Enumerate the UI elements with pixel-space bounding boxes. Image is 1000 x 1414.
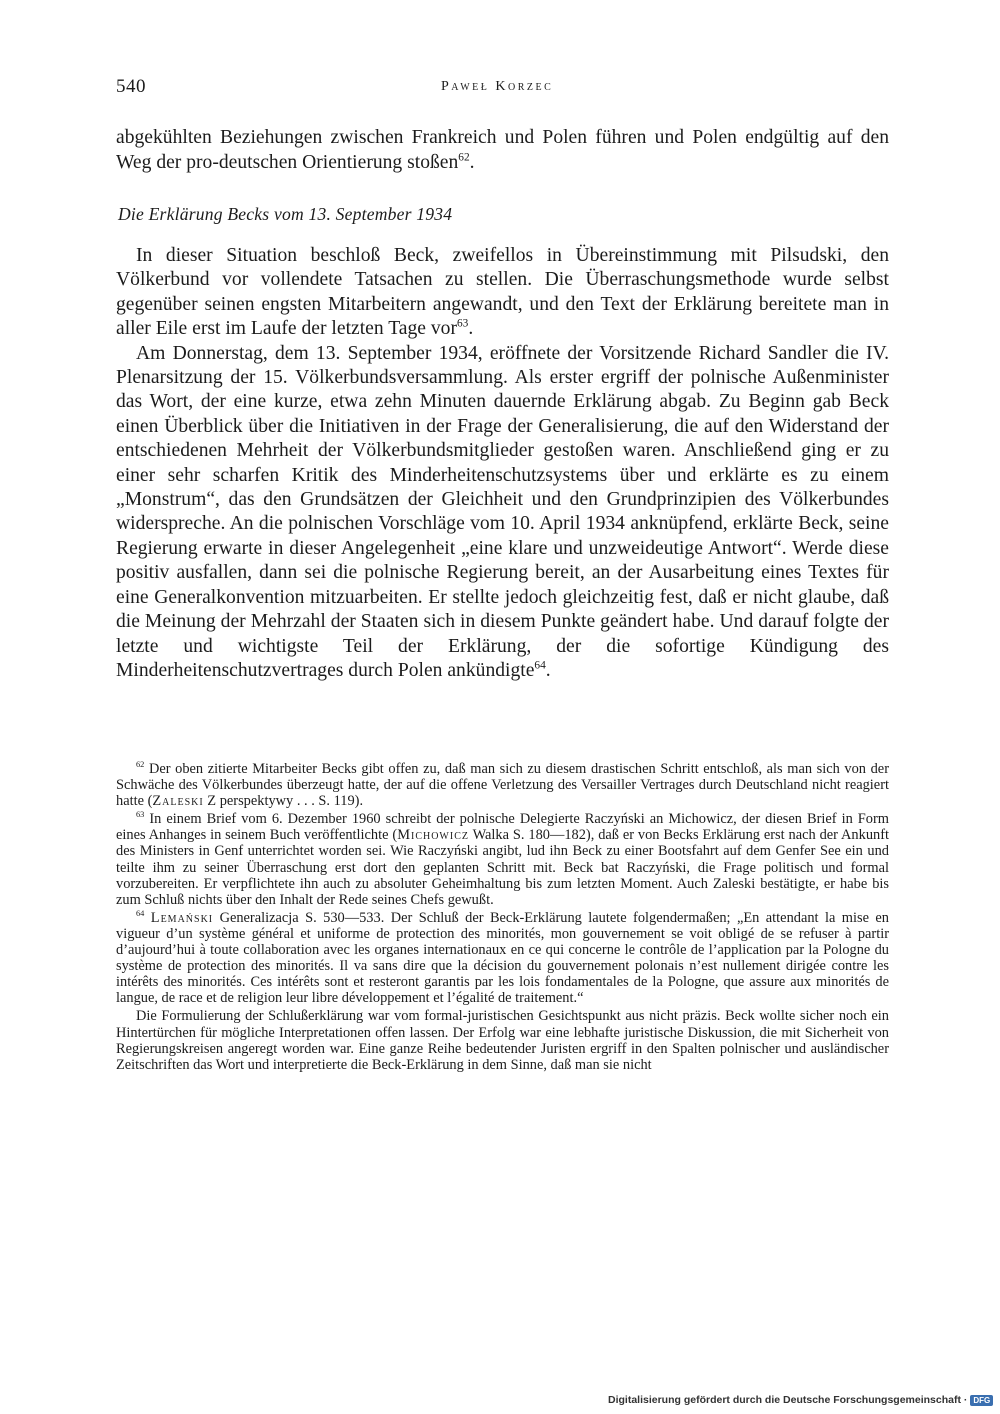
footnote-63-text-b: Walka S. 180—182), daß er von Becks Erklärung erst nach der Ankunft des Ministers in Genf unterrichtet worden sei. Wie Raczyński angibt, lud ihn Beck zu einer Bootsfahrt auf dem Genfer See ein und teilte ihm zu seiner Überraschung erst dort den geplanten Schritt mit. Beck bat Raczyński, die Frage politisch und formal vorzubereiten. Er verpflichtete ihn auch zu absoluter Geheimhaltung bis zum letzten Moment. Auch Zaleski bestätigte, er habe bis zum Schluß nichts über den Inhalt der Rede seines Chefs gewußt. [116, 827, 889, 908]
intro-end: . [469, 151, 475, 173]
body-paragraph-2-text: Am Donnerstag, dem 13. September 1934, eröffnete der Vorsitzende Richard Sandler die IV. Plenarsitzung der 15. Völkerbundsversammlung. Als erster ergriff der polnische Außenminister das Wort, der eine kurze, etwa zehn Minuten dauernde Erklärung abgab. Zu Beginn gab Beck einen Überblick über die Initiativen in der Frage der Generalisierung, die auf den Widerstand der entschiedenen Mehrheit der Völkerbundsmitglieder gestoßen waren. Anschließend ging er zu einer sehr scharfen Kritik des Minderheitenschutzsystems über und erklärte es zu einem „Monstrum“, das den Grundsätzen der Gleichheit und den Grundprinzipien des Völkerbundes widerspreche. An die polnischen Vorschläge vom 10. April 1934 anknüpfend, erklärte Beck, seine Regierung erwarte in dieser Angelegenheit „eine klare und unzweideutige Antwort“. Werde diese positiv ausfallen, dann sei die polnische Regierung bereit, an der Ausarbeitung eines Textes für eine Generalkonvention mitzuarbeiten. Er stellte jedoch gleichzeitig fest, daß er nicht glaube, daß die Meinung der Mehrzahl der Staaten sich in diesem Punkte geändert habe. Und darauf folgte der letzte und wichtigste Teil der Erklärung, der die sofortige Kündigung des Minderheitenschutzvertrages durch Polen ankündigte [116, 342, 889, 681]
footnote-ref-62: 62 [458, 150, 470, 163]
footnote-62-end: Z perspektywy . . . S. 119). [203, 793, 364, 810]
body-paragraph-1 [116, 244, 889, 342]
running-head: Paweł Korzec [441, 79, 554, 94]
digitization-footer [608, 1394, 993, 1406]
footnote-63-text-a: In einem Brief vom 6. Dezember 1960 schreibt der polnische Delegierte Raczyński an Michowicz, der diesen Brief in Form eines Anhanges in seinem Buch veröffentlichte ( [116, 811, 889, 844]
section-heading: Die Erklärung Becks vom 13. September 1934 [118, 204, 453, 224]
intro-text: abgekühlten Beziehungen zwischen Frankreich und Polen führen und Polen endgültig auf den Weg der pro-deutschen Orientierung stoßen [116, 127, 889, 173]
footnote-ref-64: 64 [534, 659, 546, 672]
body-paragraph-1-text: In dieser Situation beschloß Beck, zweifellos in Übereinstimmung mit Pilsudski, den Völkerbund vor vollendete Tatsachen zu stellen. Die Überraschungsmethode wurde selbst gegenüber seinen engsten Mitarbeitern angewandt, und den Text der Erklärung bereitete man in aller Eile erst im Laufe der letzten Tage vor [116, 245, 889, 340]
footnote-62-number: 62 [136, 760, 145, 770]
footnote-62-author: Zaleski [152, 793, 204, 810]
footnote-64-text: Generalizacja S. 530—533. Der Schluß der Beck-Erklärung lautete folgendermaßen; „En attendant la mise en vigueur d’un système général et uniforme de protection des minorités, mon gouvernement se voit obligé de se refuser à partir d’aujourd’hui à toute collaboration avec les organes internationaux en ce qui concerne le contrôle de l’application par la Pologne du système de protection des minorités. Il va sans dire que la décision du gouvernement polonais n’est nullement dirigée contre les intérêts des minorités. Ces intérêts sont et resteront garantis par les lois fondamentales de la Pologne, que assure aux minorités de langue, de race et de religion leur libre développement et l’égalité de traitement.“ [116, 909, 889, 1007]
footnote-62-text: Der oben zitierte Mitarbeiter Becks gibt offen zu, daß man sich zu diesem drastischen Schritt entschloß, als man sich von der Schwäche des Völkerbundes überzeugt hatte, der auf die offene Verletzung des Versailler Vertrages durch Deutschland nicht reagiert hatte ( [116, 761, 889, 810]
body-paragraph-2-end: . [545, 659, 551, 681]
footnote-64-number: 64 [136, 909, 145, 919]
footnote-63-author: Michowicz [397, 827, 469, 844]
footnote-64 [116, 910, 889, 1007]
footnote-64-author: Lemański [150, 909, 214, 926]
footnote-ref-63: 63 [457, 317, 469, 330]
footnote-62 [116, 761, 889, 809]
footnotes [116, 761, 889, 1073]
footnote-64-continuation: Die Formulierung der Schlußerklärung war vom formal-juristischen Gesichtspunkt aus nicht präzis. Beck wollte sicher noch ein Hintertürchen für mögliche Interpretationen offen lassen. Der Erfolg war eine lebhafte juristische Diskussion, die mit Sicherheit von Regierungskreisen angeregt worden war. Eine ganze Reihe bedeutender Juristen ergriff in den Spalten polnischer und ausländischer Zeitschriften das Wort und interpretierte die Beck-Erklärung in dem Sinne, daß man sie nicht [116, 1008, 889, 1073]
intro-paragraph [116, 126, 889, 175]
body-paragraph-1-end: . [468, 318, 474, 340]
footnote-63-number: 63 [136, 810, 145, 820]
dfg-logo-icon: DFG [970, 1395, 993, 1406]
page-number: 540 [116, 76, 146, 97]
footnote-63 [116, 811, 889, 908]
body-paragraph-2 [116, 342, 889, 684]
body-text [116, 244, 889, 683]
footer-text: Digitalisierung gefördert durch die Deutsche Forschungsgemeinschaft · [608, 1394, 968, 1406]
